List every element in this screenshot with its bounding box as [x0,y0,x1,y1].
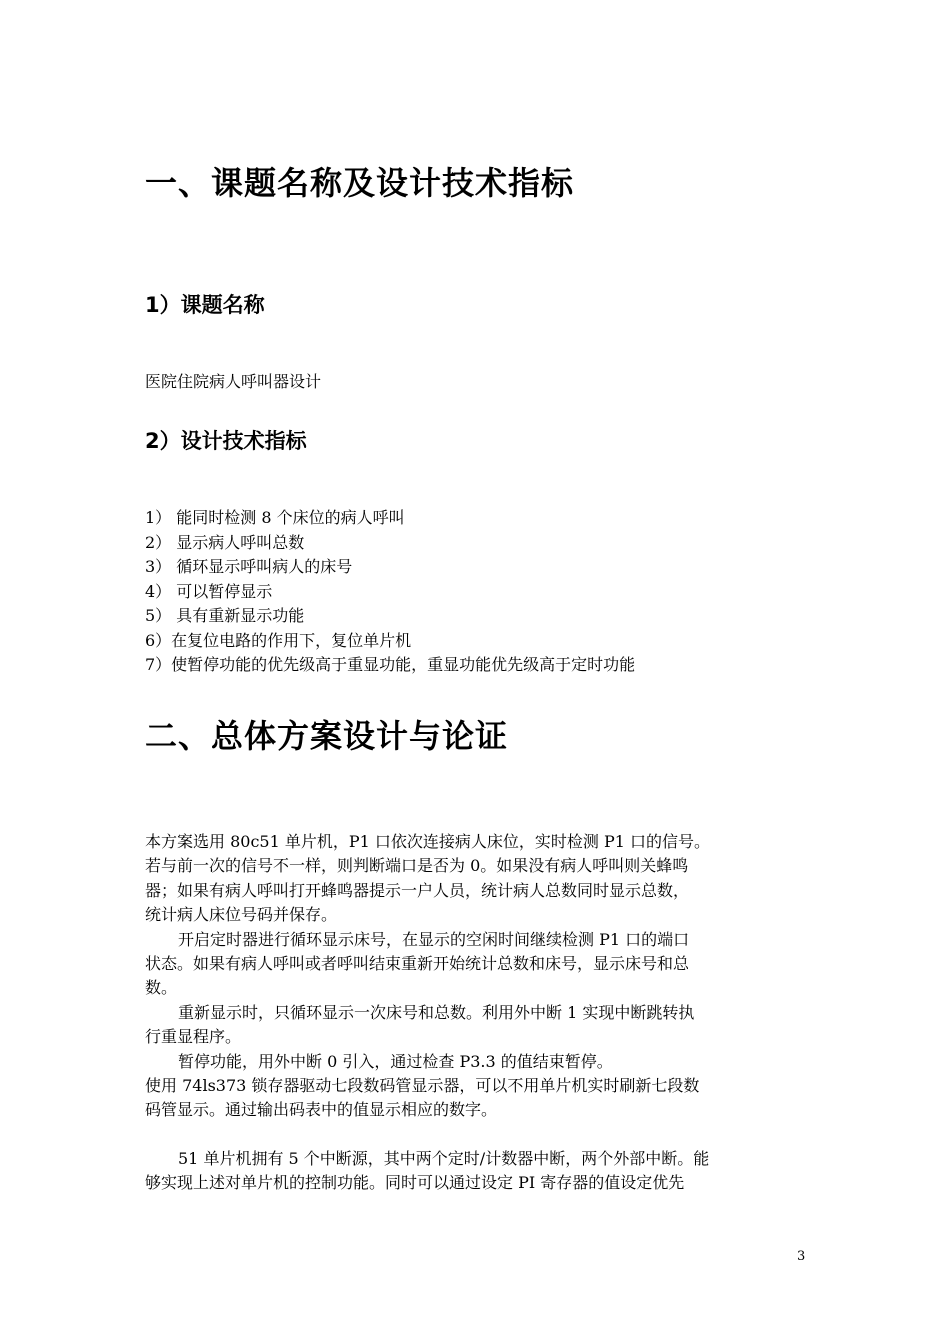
list-item: 6）在复位电路的作用下，复位单片机 [145,630,412,650]
list-item: 5） 具有重新显示功能 [145,606,305,625]
list-item: 3） 循环显示呼叫病人的床号 [145,557,353,576]
body-line: 状态。如果有病人呼叫或者呼叫结束重新开始统计总数和床号，显示床号和总 [145,953,690,973]
spec-list [145,506,635,678]
body-line: 行重显程序。 [145,1027,242,1047]
body-line: 重新显示时，只循环显示一次床号和总数。利用外中断 1 实现中断跳转执 [178,1002,695,1022]
subsection-1-heading: 1）课题名称 [145,293,265,317]
body-line: 够实现上述对单片机的控制功能。同时可以通过设定 PI 寄存器的值设定优先 [145,1173,685,1193]
body-line: 若与前一次的信号不一样，则判断端口是否为 0。如果没有病人呼叫则关蜂鸣 [145,856,689,876]
list-item: 2） 显示病人呼叫总数 [145,532,305,552]
body-line: 暂停功能，用外中断 0 引入，通过检查 P3.3 的值结束暂停。 [178,1051,613,1071]
list-item: 4） 可以暂停显示 [145,581,273,601]
body-line: 数。 [145,978,178,998]
list-item: 1） 能同时检测 8 个床位的病人呼叫 [145,508,405,527]
body-line: 使用 74ls373 锁存器驱动七段数码管显示器，可以不用单片机实时刷新七段数 [145,1075,700,1095]
paragraph-gap [145,1123,813,1147]
section-1-title: 一、课题名称及设计技术指标 [145,164,575,202]
project-name-text: 医院住院病人呼叫器设计 [145,372,322,391]
page-number: 3 [797,1249,806,1264]
body-line: 开启定时器进行循环显示床号，在显示的空闲时间继续检测 P1 口的端口 [178,929,690,949]
list-item: 7）使暂停功能的优先级高于重显功能，重显功能优先级高于定时功能 [145,655,636,674]
section-2-title: 二、总体方案设计与论证 [145,717,509,755]
subsection-2-heading: 2）设计技术指标 [145,429,307,453]
body-line: 器；如果有病人呼叫打开蜂鸣器提示一户人员，统计病人总数同时显示总数， [145,880,690,900]
section-2-body [145,830,813,1196]
body-line: 统计病人床位号码并保存。 [145,905,338,925]
body-line: 本方案选用 80c51 单片机，P1 口依次连接病人床位，实时检测 P1 口的信号。 [145,832,711,851]
body-line: 51 单片机拥有 5 个中断源，其中两个定时/计数器中断，两个外部中断。能 [178,1149,710,1169]
body-line: 码管显示。通过输出码表中的值显示相应的数字。 [145,1100,498,1120]
